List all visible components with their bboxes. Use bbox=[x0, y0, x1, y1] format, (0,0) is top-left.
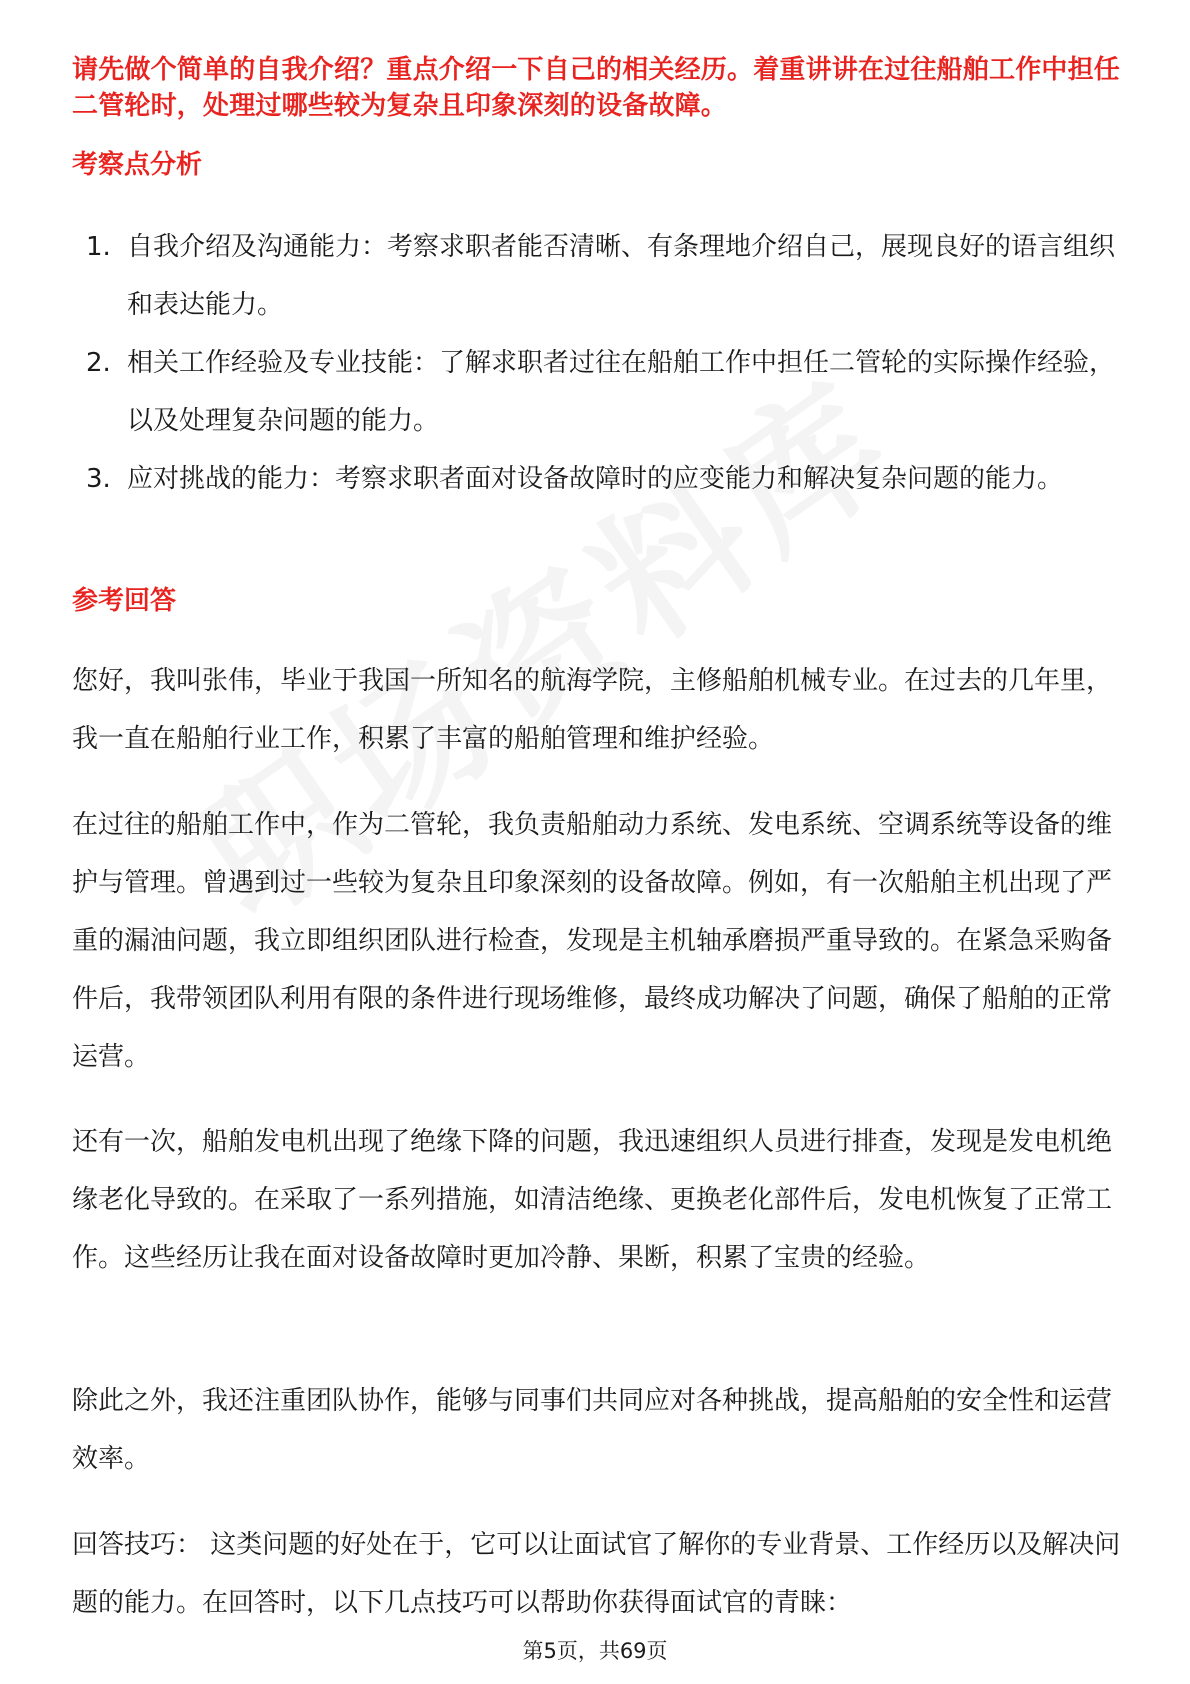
list-item-text: 相关工作经验及专业技能：了解求职者过往在船舶工作中担任二管轮的实际操作经验，以及处理复杂问题的能力。 bbox=[127, 348, 1116, 436]
list-item-text: 自我介绍及沟通能力：考察求职者能否清晰、有条理地介绍自己，展现良好的语言组织和表达能力。 bbox=[127, 232, 1116, 320]
answer-paragraph: 在过往的船舶工作中，作为二管轮，我负责船舶动力系统、发电系统、空调系统等设备的维护与管理。曾遇到过一些较为复杂且印象深刻的设备故障。例如，有一次船舶主机出现了严重的漏油问题，我立即组织团队进行检查，发现是主机轴承磨损严重导致的。在紧急采购备件后，我带领团队利用有限的条件进行现场维修，最终成功解决了问题，确保了船舶的正常运营。 bbox=[72, 810, 1113, 1072]
analysis-heading: 考察点分析 bbox=[72, 150, 203, 180]
answer-paragraph: 除此之外，我还注重团队协作，能够与同事们共同应对各种挑战，提高船舶的安全性和运营效率。 bbox=[72, 1386, 1113, 1474]
list-number: 2. bbox=[86, 348, 111, 378]
answer-heading: 参考回答 bbox=[72, 586, 177, 616]
page-number-footer: 第5页，共69页 bbox=[522, 1639, 668, 1663]
question-heading: 请先做个简单的自我介绍？重点介绍一下自己的相关经历。着重讲讲在过往船舶工作中担任二管轮时，处理过哪些较为复杂且印象深刻的设备故障。 bbox=[72, 55, 1121, 121]
list-item-text: 应对挑战的能力：考察求职者面对设备故障时的应变能力和解决复杂问题的能力。 bbox=[127, 464, 1064, 494]
list-item bbox=[72, 334, 1122, 450]
analysis-list bbox=[72, 218, 1122, 508]
list-item bbox=[72, 450, 1122, 508]
list-number: 3. bbox=[86, 464, 111, 494]
list-item bbox=[72, 218, 1122, 334]
answer-paragraph: 还有一次，船舶发电机出现了绝缘下降的问题，我迅速组织人员进行排查，发现是发电机绝缘老化导致的。在采取了一系列措施，如清洁绝缘、更换老化部件后，发电机恢复了正常工作。这些经历让我在面对设备故障时更加冷静、果断，积累了宝贵的经验。 bbox=[72, 1127, 1113, 1273]
list-number: 1. bbox=[86, 232, 111, 262]
answer-paragraph: 您好，我叫张伟，毕业于我国一所知名的航海学院，主修船舶机械专业。在过去的几年里，我一直在船舶行业工作，积累了丰富的船舶管理和维护经验。 bbox=[72, 666, 1113, 754]
answer-tips-paragraph: 回答技巧： 这类问题的好处在于，它可以让面试官了解你的专业背景、工作经历以及解决问题的能力。在回答时，以下几点技巧可以帮助你获得面试官的青睐： bbox=[72, 1530, 1121, 1618]
